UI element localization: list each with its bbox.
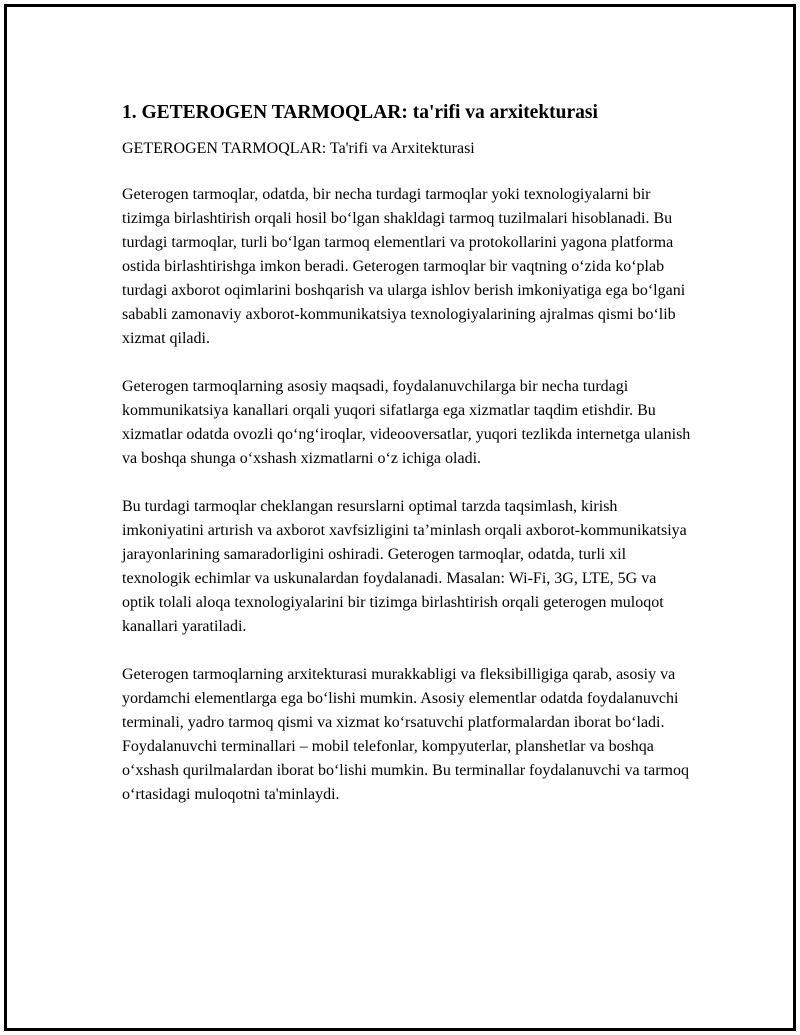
document-subtitle: GETEROGEN TARMOQLAR: Ta'rifi va Arxitekturasi xyxy=(122,140,475,157)
paragraph-4: Geterogen tarmoqlarning arxitekturasi murakkabligi va fleksibilligiga qarab, asosiy va yordamchi elementlarga ega bo‘lishi mumkin. Asosiy elementlar odatda foydalanuvchi terminali, yadro tarmoq qismi va xizmat ko‘rsatuvchi platformalardan iborat bo‘ladi. Foydalanuvchi terminallari – mobil telefonlar, kompyuterlar, planshetlar va boshqa o‘xshash qurilmalardan iborat bo‘lishi mumkin. Bu terminallar foydalanuvchi va tarmoq o‘rtasidagi muloqotni ta'minlaydi. xyxy=(122,666,689,803)
document-title: 1. GETEROGEN TARMOQLAR: ta'rifi va arxitekturasi xyxy=(122,102,598,123)
paragraph-1: Geterogen tarmoqlar, odatda, bir necha turdagi tarmoqlar yoki texnologiyalarni bir tizimga birlashtirish orqali hosil bo‘lgan shakldagi tarmoq tuzilmalari hisoblanadi. Bu turdagi tarmoqlar, turli bo‘lgan tarmoq elementlari va protokollarini yagona platforma ostida birlashtirishga imkon beradi. Geterogen tarmoqlar bir vaqtning o‘zida ko‘plab turdagi axborot oqimlarini boshqarish va ularga ishlov berish imkoniyatiga ega bo‘lgani sababli zamonaviy axborot-kommunikatsiya texnologiyalarining ajralmas qismi bo‘lib xizmat qiladi. xyxy=(122,186,686,347)
paragraph-3: Bu turdagi tarmoqlar cheklangan resurslarni optimal tarzda taqsimlash, kirish imkoniyatini artırish va axborot xavfsizligini ta’minlash orqali axborot-kommunikatsiya jarayonlarining samaradorligini oshiradi. Geterogen tarmoqlar, odatda, turli xil texnologik echimlar va uskunalardan foydalanadi. Masalan: Wi-Fi, 3G, LTE, 5G va optik tolali aloqa texnologiyalarini bir tizimga birlashtirish orqali geterogen muloqot kanallari yaratiladi. xyxy=(122,498,687,635)
document-body xyxy=(122,99,692,831)
paragraph-2: Geterogen tarmoqlarning asosiy maqsadi, foydalanuvchilarga bir necha turdagi kommunikatsiya kanallari orqali yuqori sifatlarga ega xizmatlar taqdim etishdir. Bu xizmatlar odatda ovozli qo‘ng‘iroqlar, videooversatlar, yuqori tezlikda internetga ulanish va boshqa shunga o‘xshash xizmatlarni o‘z ichiga oladi. xyxy=(122,378,691,467)
page-frame xyxy=(4,4,796,1031)
